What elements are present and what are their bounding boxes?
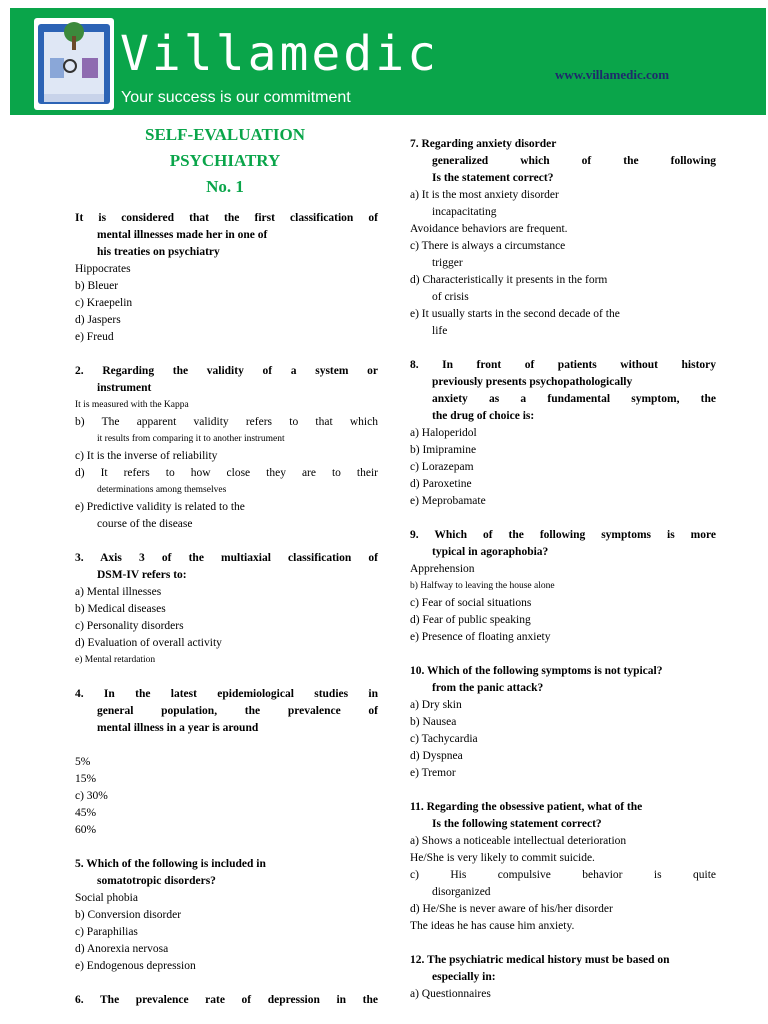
answer-option: a) Dry skin [410,699,462,711]
question-text: DSM-IV refers to: [97,569,187,581]
left-column [75,122,378,1009]
question-text: the drug of choice is: [432,410,535,422]
answer-option: c) Lorazepam [410,461,474,473]
answer-option: b) Imipramine [410,444,477,456]
spacer [75,533,378,550]
answer-option: e) Freud [75,331,114,343]
spacer [75,737,378,754]
answer-option: c) 30% [75,790,108,802]
answer-option: c) Tachycardia [410,733,478,745]
answer-option: 45% [75,807,97,819]
question-text: generalized which of the following [432,155,716,167]
answer-option: Apprehension [410,563,475,575]
answer-option: a) Haloperidol [410,427,477,439]
answer-option: c) His compulsive behavior is quite [410,869,716,881]
answer-option: Hippocrates [75,263,131,275]
villamedic-logo [34,18,114,110]
answer-option: d) He/She is never aware of his/her disorder [410,903,613,915]
answer-option: d) Fear of public speaking [410,614,531,626]
answer-option: trigger [432,257,463,269]
answer-option: c) Paraphilias [75,926,138,938]
answer-option: c) It is the inverse of reliability [75,450,218,462]
question-text: previously presents psychopathologically [432,376,633,388]
right-column [410,136,716,1003]
answer-option: course of the disease [97,518,193,530]
title-line-1: SELF-EVALUATION [145,125,305,144]
answer-option: b) Bleuer [75,280,119,292]
question-text: typical in agoraphobia? [432,546,549,558]
answer-option: e) Predictive validity is related to the [75,501,245,513]
question-text: instrument [97,382,152,394]
answer-option: b) Conversion disorder [75,909,182,921]
answer-option: d) Dyspnea [410,750,463,762]
answer-option: life [432,325,448,337]
question-text: 2. Regarding the validity of a system or [75,365,378,377]
question-text: 5. Which of the following is included in [75,858,266,870]
spacer [410,340,716,357]
question-text: 7. Regarding anxiety disorder [410,138,557,150]
answer-option: e) It usually starts in the second decade of the [410,308,620,320]
question-text: Is the statement correct? [432,172,554,184]
answer-option: e) Presence of floating anxiety [410,631,551,643]
answer-option: b) Medical diseases [75,603,166,615]
question-text: 11. Regarding the obsessive patient, what of the [410,801,643,813]
spacer [75,839,378,856]
answer-option: e) Endogenous depression [75,960,196,972]
answer-option: a) Shows a noticeable intellectual deterioration [410,835,627,847]
answer-option: The ideas he has cause him anxiety. [410,920,575,932]
answer-option: d) Anorexia nervosa [75,943,169,955]
question-text: Is the following statement correct? [432,818,602,830]
answer-option: 15% [75,773,97,785]
answer-option: a) Questionnaires [410,988,491,1000]
spacer [75,346,378,363]
answer-option: b) Nausea [410,716,457,728]
answer-option: a) It is the most anxiety disorder [410,189,559,201]
answer-option: e) Tremor [410,767,456,779]
answer-option: b) Halfway to leaving the house alone [410,581,555,591]
answer-option: disorganized [432,886,491,898]
spacer [410,935,716,952]
answer-option: b) The apparent validity refers to that which [75,416,378,428]
answer-option: it results from comparing it to another instrument [97,434,285,444]
question-text: 6. The prevalence rate of depression in the [75,994,378,1006]
answer-option: d) Jaspers [75,314,121,326]
question-text: from the panic attack? [432,682,544,694]
document-title [75,122,375,200]
spacer [410,782,716,799]
question-text: anxiety as a fundamental symptom, the [432,393,716,405]
question-text: 9. Which of the following symptoms is more [410,529,716,541]
question-text: especially in: [432,971,496,983]
brand-name: Villamedic [120,26,439,82]
spacer [410,646,716,663]
question-text: 12. The psychiatric medical history must be based on [410,954,670,966]
spacer [75,975,378,992]
answer-option: c) Fear of social situations [410,597,532,609]
answer-option: c) Personality disorders [75,620,184,632]
answer-option: d) Paroxetine [410,478,472,490]
answer-option: 60% [75,824,97,836]
answer-option: c) There is always a circumstance [410,240,566,252]
question-text: general population, the prevalence of [97,705,378,717]
question-text: his treaties on psychiatry [97,246,220,258]
tagline: Your success is our commitment [121,89,351,106]
title-line-3: No. 1 [206,177,244,196]
answer-option: of crisis [432,291,469,303]
header-band [10,8,766,115]
answer-option: Avoidance behaviors are frequent. [410,223,568,235]
question-text: 8. In front of patients without history [410,359,716,371]
answer-option: Social phobia [75,892,138,904]
question-text: mental illnesses made her in one of [97,229,268,241]
question-text: mental illness in a year is around [97,722,259,734]
question-text: somatotropic disorders? [97,875,216,887]
question-text: It is considered that the first classification of [75,212,378,224]
answer-option: e) Mental retardation [75,655,156,665]
answer-option: a) Mental illnesses [75,586,162,598]
answer-option: He/She is very likely to commit suicide. [410,852,595,864]
answer-option: d) Evaluation of overall activity [75,637,222,649]
question-text: 3. Axis 3 of the multiaxial classification of [75,552,378,564]
answer-option: d) It refers to how close they are to their [75,467,378,479]
answer-option: determinations among themselves [97,485,227,495]
answer-option: 5% [75,756,91,768]
title-line-2: PSYCHIATRY [169,151,281,170]
question-text: 10. Which of the following symptoms is not typical? [410,665,663,677]
website-link[interactable]: www.villamedic.com [555,67,670,82]
answer-option: c) Kraepelin [75,297,133,309]
answer-option: d) Characteristically it presents in the form [410,274,608,286]
answer-option: incapacitating [432,206,497,218]
spacer [75,669,378,686]
answer-option: It is measured with the Kappa [75,400,189,410]
answer-option: e) Meprobamate [410,495,486,507]
spacer [410,510,716,527]
question-text: 4. In the latest epidemiological studies in [75,688,378,700]
